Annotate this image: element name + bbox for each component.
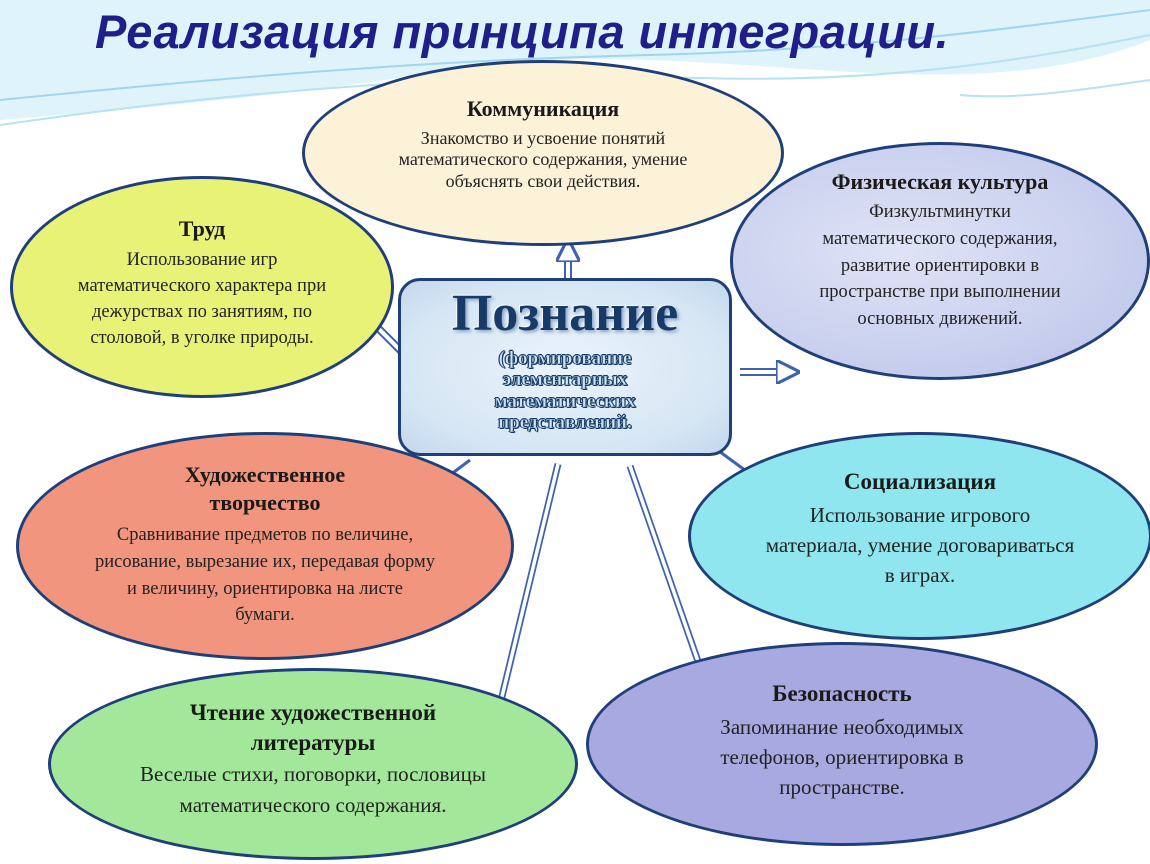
node-socialization-text: Использование игрового материала, умение договариваться в играх. [765, 503, 1075, 587]
node-communication-text: Знакомство и усвоение понятий математического содержания, умение объяснять свои действия. [398, 128, 688, 191]
node-art [16, 432, 514, 660]
node-socialization-heading: Социализация [843, 469, 997, 495]
node-reading-heading: Чтение художественной литературы [189, 699, 437, 755]
node-communication-heading: Коммуникация [466, 96, 620, 122]
node-labor-heading: Труд [178, 216, 226, 242]
node-safety-heading: Безопасность [772, 681, 912, 707]
node-reading [48, 668, 578, 860]
node-physical-culture-heading: Физическая культура [831, 168, 1049, 194]
center-heading: Познание [451, 285, 679, 342]
node-socialization [688, 432, 1150, 640]
page-title: Реализация принципа интеграции. [95, 5, 950, 58]
node-safety [586, 642, 1098, 846]
node-art-heading: Художественное творчество [184, 461, 346, 516]
node-communication [302, 60, 784, 246]
node-physical-culture-text: Физкультминутки математического содержания, развитие ориентировки в пространстве при выполнении основных движений. [819, 201, 1061, 330]
node-physical-culture [730, 142, 1150, 380]
node-labor [10, 176, 394, 398]
center-node-cognition [398, 278, 732, 456]
node-labor-text: Использование игр математического характера при дежурствах по занятиям, по столовой, в уголке природы. [77, 250, 327, 348]
node-safety-text: Запоминание необходимых телефонов, ориентировка в пространстве. [720, 715, 964, 799]
node-reading-text: Веселые стихи, поговорки, пословицы математического содержания. [140, 762, 486, 817]
center-subtitle: (формирование элементарных математических представлений. [494, 348, 636, 433]
node-art-text: Сравнивание предметов по величине, рисование, вырезание их, передавая форму и величину, ориентировка на листе бумаги. [95, 524, 435, 626]
